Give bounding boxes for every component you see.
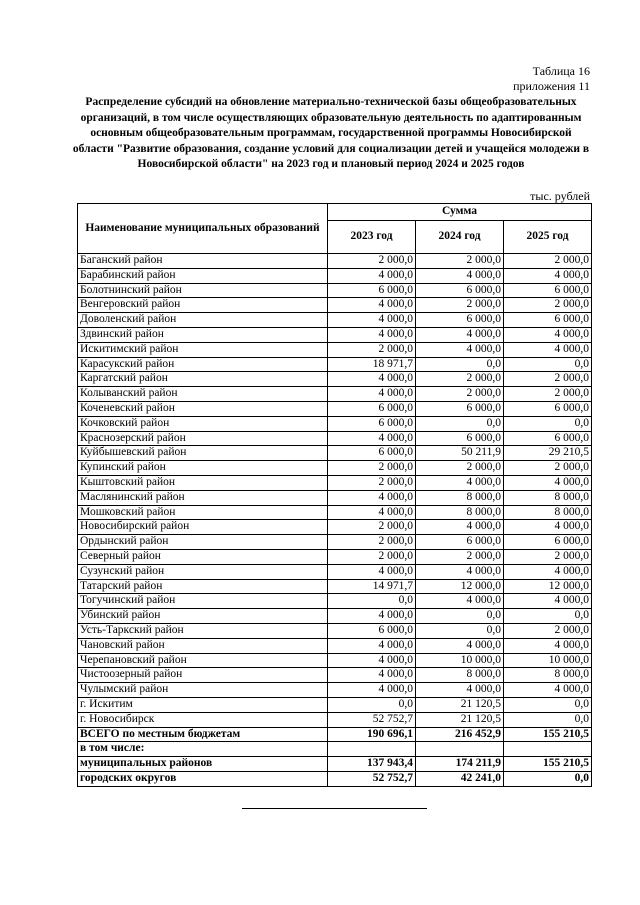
value-2023: 2 000,0 — [328, 342, 416, 357]
table-body — [78, 254, 592, 728]
urban-2025: 0,0 — [504, 771, 592, 786]
value-2025: 6 000,0 — [504, 283, 592, 298]
table-row — [78, 298, 592, 313]
municipal-label: муниципальных районов — [78, 757, 328, 772]
value-2023: 4 000,0 — [328, 505, 416, 520]
municipal-2024: 174 211,9 — [416, 757, 504, 772]
value-2024: 4 000,0 — [416, 594, 504, 609]
value-2024: 6 000,0 — [416, 283, 504, 298]
including-2023 — [328, 742, 416, 757]
table-row — [78, 431, 592, 446]
value-2023: 6 000,0 — [328, 401, 416, 416]
value-2024: 6 000,0 — [416, 401, 504, 416]
value-2024: 2 000,0 — [416, 254, 504, 269]
value-2023: 2 000,0 — [328, 520, 416, 535]
column-header-sum: Сумма — [328, 204, 592, 221]
municipality-name: Усть-Таркский район — [78, 623, 328, 638]
value-2024: 4 000,0 — [416, 564, 504, 579]
municipal-2023: 137 943,4 — [328, 757, 416, 772]
table-row — [78, 638, 592, 653]
municipality-name: Новосибирский район — [78, 520, 328, 535]
value-2025: 10 000,0 — [504, 653, 592, 668]
table-row — [78, 653, 592, 668]
value-2024: 0,0 — [416, 416, 504, 431]
value-2024: 6 000,0 — [416, 431, 504, 446]
urban-2023: 52 752,7 — [328, 771, 416, 786]
table-row — [78, 327, 592, 342]
municipality-name: Северный район — [78, 549, 328, 564]
subsidy-table — [77, 203, 592, 787]
municipality-name: Куйбышевский район — [78, 446, 328, 461]
value-2023: 4 000,0 — [328, 298, 416, 313]
value-2025: 8 000,0 — [504, 668, 592, 683]
column-header-2023: 2023 год — [328, 221, 416, 254]
value-2023: 4 000,0 — [328, 490, 416, 505]
table-row — [78, 313, 592, 328]
municipality-name: Черепановский район — [78, 653, 328, 668]
municipality-name: Чистоозерный район — [78, 668, 328, 683]
municipality-name: Чулымский район — [78, 683, 328, 698]
value-2025: 8 000,0 — [504, 490, 592, 505]
value-2024: 8 000,0 — [416, 505, 504, 520]
value-2023: 14 971,7 — [328, 579, 416, 594]
total-2024: 216 452,9 — [416, 727, 504, 742]
value-2023: 4 000,0 — [328, 653, 416, 668]
including-label: в том числе: — [78, 742, 328, 757]
value-2025: 4 000,0 — [504, 564, 592, 579]
value-2024: 6 000,0 — [416, 535, 504, 550]
urban-districts-row — [78, 771, 592, 786]
value-2024: 12 000,0 — [416, 579, 504, 594]
value-2023: 2 000,0 — [328, 535, 416, 550]
total-2023: 190 696,1 — [328, 727, 416, 742]
municipality-name: Мошковский район — [78, 505, 328, 520]
municipality-name: Маслянинский район — [78, 490, 328, 505]
value-2023: 4 000,0 — [328, 668, 416, 683]
municipality-name: Венгеровский район — [78, 298, 328, 313]
municipality-name: Здвинский район — [78, 327, 328, 342]
value-2023: 4 000,0 — [328, 638, 416, 653]
table-number: Таблица 16 — [532, 64, 590, 78]
municipality-name: Искитимский район — [78, 342, 328, 357]
table-row — [78, 712, 592, 727]
value-2024: 4 000,0 — [416, 475, 504, 490]
value-2024: 8 000,0 — [416, 668, 504, 683]
value-2025: 4 000,0 — [504, 342, 592, 357]
appendix-reference: приложения 11 — [513, 79, 590, 93]
value-2023: 2 000,0 — [328, 461, 416, 476]
municipality-name: Сузунский район — [78, 564, 328, 579]
total-row — [78, 727, 592, 742]
value-2024: 2 000,0 — [416, 298, 504, 313]
value-2024: 4 000,0 — [416, 327, 504, 342]
value-2024: 2 000,0 — [416, 549, 504, 564]
value-2024: 10 000,0 — [416, 653, 504, 668]
value-2024: 4 000,0 — [416, 342, 504, 357]
value-2025: 4 000,0 — [504, 327, 592, 342]
value-2025: 0,0 — [504, 609, 592, 624]
total-label: ВСЕГО по местным бюджетам — [78, 727, 328, 742]
value-2023: 4 000,0 — [328, 564, 416, 579]
value-2025: 4 000,0 — [504, 594, 592, 609]
including-2024 — [416, 742, 504, 757]
municipality-name: Краснозерский район — [78, 431, 328, 446]
municipality-name: Кыштовский район — [78, 475, 328, 490]
table-row — [78, 372, 592, 387]
value-2024: 21 120,5 — [416, 697, 504, 712]
value-2024: 4 000,0 — [416, 683, 504, 698]
table-row — [78, 594, 592, 609]
column-header-2025: 2025 год — [504, 221, 592, 254]
including-row — [78, 742, 592, 757]
municipality-name: Карасукский район — [78, 357, 328, 372]
table-row — [78, 342, 592, 357]
table-row — [78, 535, 592, 550]
including-2025 — [504, 742, 592, 757]
value-2025: 2 000,0 — [504, 298, 592, 313]
table-row — [78, 357, 592, 372]
municipality-name: Тогучинский район — [78, 594, 328, 609]
value-2025: 0,0 — [504, 357, 592, 372]
value-2025: 2 000,0 — [504, 254, 592, 269]
value-2023: 6 000,0 — [328, 446, 416, 461]
table-summary — [78, 727, 592, 786]
table-row — [78, 283, 592, 298]
municipality-name: Убинский район — [78, 609, 328, 624]
value-2025: 29 210,5 — [504, 446, 592, 461]
municipality-name: Баганский район — [78, 254, 328, 269]
value-2025: 0,0 — [504, 712, 592, 727]
value-2025: 6 000,0 — [504, 401, 592, 416]
municipality-name: Колыванский район — [78, 387, 328, 402]
value-2024: 4 000,0 — [416, 520, 504, 535]
value-2025: 0,0 — [504, 416, 592, 431]
municipality-name: Ордынский район — [78, 535, 328, 550]
value-2023: 4 000,0 — [328, 387, 416, 402]
municipal-districts-row — [78, 757, 592, 772]
table-row — [78, 609, 592, 624]
value-2023: 2 000,0 — [328, 475, 416, 490]
column-header-2024: 2024 год — [416, 221, 504, 254]
value-2023: 4 000,0 — [328, 268, 416, 283]
municipality-name: Болотнинский район — [78, 283, 328, 298]
value-2024: 21 120,5 — [416, 712, 504, 727]
urban-2024: 42 241,0 — [416, 771, 504, 786]
table-row — [78, 520, 592, 535]
table-row — [78, 683, 592, 698]
municipality-name: Барабинский район — [78, 268, 328, 283]
value-2023: 4 000,0 — [328, 313, 416, 328]
total-2025: 155 210,5 — [504, 727, 592, 742]
municipality-name: Доволенский район — [78, 313, 328, 328]
table-row — [78, 401, 592, 416]
table-row — [78, 490, 592, 505]
value-2024: 0,0 — [416, 357, 504, 372]
value-2023: 2 000,0 — [328, 549, 416, 564]
urban-label: городских округов — [78, 771, 328, 786]
value-2025: 2 000,0 — [504, 549, 592, 564]
value-2025: 6 000,0 — [504, 313, 592, 328]
value-2025: 6 000,0 — [504, 431, 592, 446]
table-row — [78, 505, 592, 520]
value-2024: 2 000,0 — [416, 387, 504, 402]
value-2024: 2 000,0 — [416, 372, 504, 387]
value-2024: 4 000,0 — [416, 638, 504, 653]
municipality-name: Коченевский район — [78, 401, 328, 416]
table-row — [78, 668, 592, 683]
table-row — [78, 475, 592, 490]
municipal-2025: 155 210,5 — [504, 757, 592, 772]
municipality-name: Кочковский район — [78, 416, 328, 431]
value-2025: 2 000,0 — [504, 372, 592, 387]
value-2025: 4 000,0 — [504, 475, 592, 490]
value-2025: 12 000,0 — [504, 579, 592, 594]
value-2025: 4 000,0 — [504, 683, 592, 698]
municipality-name: Чановский район — [78, 638, 328, 653]
value-2024: 0,0 — [416, 609, 504, 624]
value-2025: 8 000,0 — [504, 505, 592, 520]
table-row — [78, 268, 592, 283]
value-2025: 2 000,0 — [504, 461, 592, 476]
value-2024: 8 000,0 — [416, 490, 504, 505]
value-2023: 6 000,0 — [328, 416, 416, 431]
document-title: Распределение субсидий на обновление материально-технической базы общеобразовательных организаций, в том числе осуществляющих образовательную деятельность по адаптированным основным общеобразовательным программам, государственной программы Новосибирской области "Развитие образования, создание условий для социализации детей и учащейся молодежи в Новосибирской области" на 2023 год и плановый период 2024 и 2025 годов — [72, 96, 590, 170]
value-2023: 0,0 — [328, 594, 416, 609]
value-2025: 4 000,0 — [504, 268, 592, 283]
table-row — [78, 697, 592, 712]
value-2023: 52 752,7 — [328, 712, 416, 727]
value-2024: 4 000,0 — [416, 268, 504, 283]
municipality-name: Татарский район — [78, 579, 328, 594]
table-row — [78, 579, 592, 594]
value-2024: 2 000,0 — [416, 461, 504, 476]
value-2025: 2 000,0 — [504, 387, 592, 402]
table-row — [78, 549, 592, 564]
table-row — [78, 564, 592, 579]
value-2023: 6 000,0 — [328, 623, 416, 638]
column-header-name: Наименование муниципальных образований — [78, 204, 328, 254]
value-2024: 6 000,0 — [416, 313, 504, 328]
value-2024: 50 211,9 — [416, 446, 504, 461]
table-row — [78, 446, 592, 461]
value-2023: 18 971,7 — [328, 357, 416, 372]
table-row — [78, 416, 592, 431]
value-2025: 4 000,0 — [504, 638, 592, 653]
value-2025: 2 000,0 — [504, 623, 592, 638]
separator-line — [242, 808, 427, 809]
value-2023: 0,0 — [328, 697, 416, 712]
municipality-name: Каргатский район — [78, 372, 328, 387]
value-2023: 4 000,0 — [328, 431, 416, 446]
value-2023: 4 000,0 — [328, 683, 416, 698]
value-2023: 4 000,0 — [328, 372, 416, 387]
value-2023: 4 000,0 — [328, 609, 416, 624]
municipality-name: г. Новосибирск — [78, 712, 328, 727]
table-row — [78, 254, 592, 269]
table-row — [78, 623, 592, 638]
value-2023: 4 000,0 — [328, 327, 416, 342]
municipality-name: г. Искитим — [78, 697, 328, 712]
table-row — [78, 387, 592, 402]
value-2024: 0,0 — [416, 623, 504, 638]
units-label: тыс. рублей — [530, 189, 590, 203]
table-row — [78, 461, 592, 476]
value-2025: 6 000,0 — [504, 535, 592, 550]
value-2023: 6 000,0 — [328, 283, 416, 298]
municipality-name: Купинский район — [78, 461, 328, 476]
value-2023: 2 000,0 — [328, 254, 416, 269]
value-2025: 0,0 — [504, 697, 592, 712]
value-2025: 4 000,0 — [504, 520, 592, 535]
